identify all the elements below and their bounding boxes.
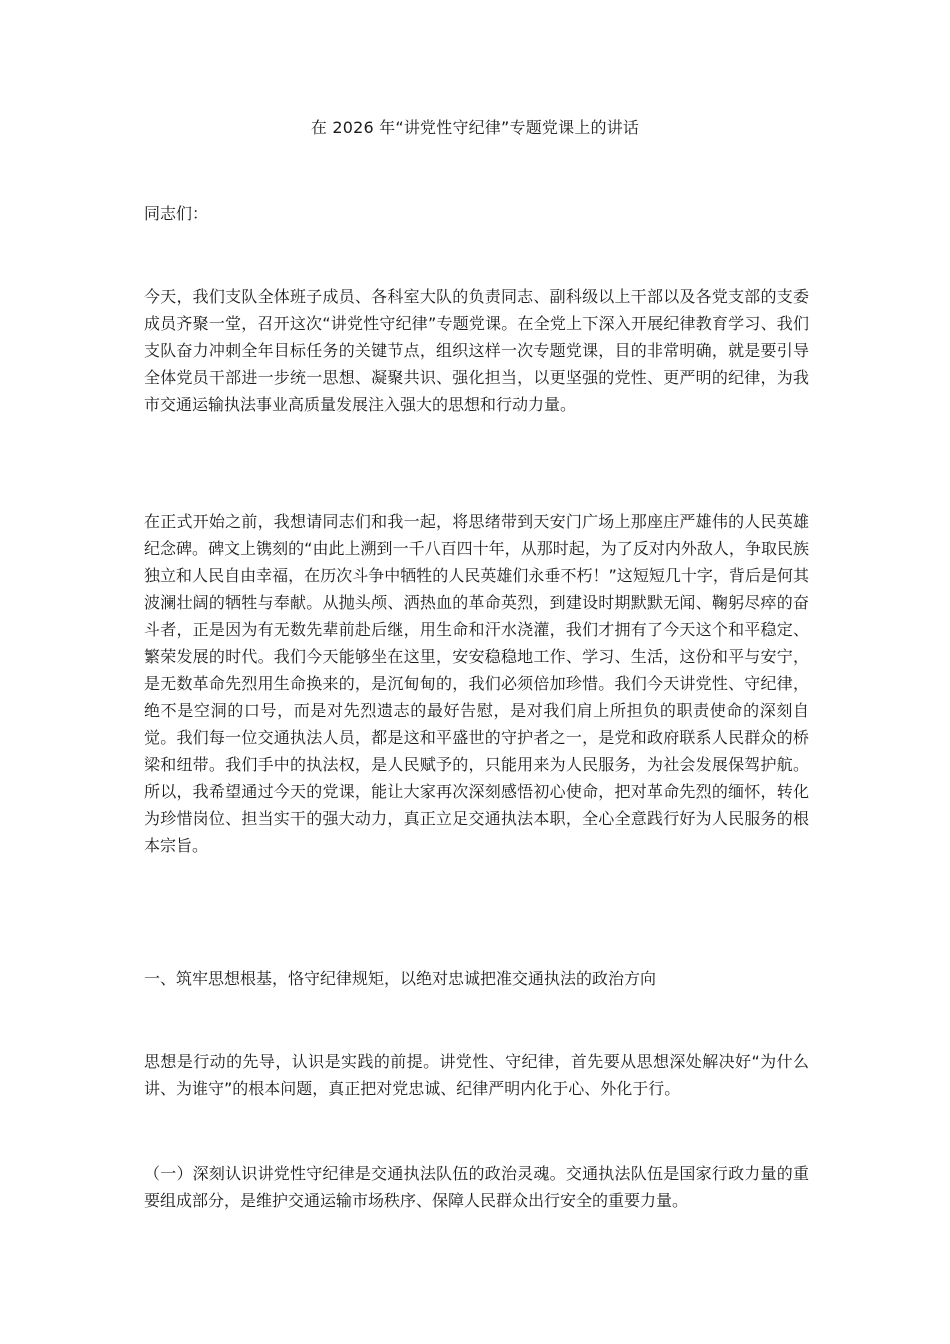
paragraph-section-intro: 思想是行动的先导，认识是实践的前提。讲党性、守纪律，首先要从思想深处解决好“为什么讲、为谁守”的根本问题，真正把对党忠诚、纪律严明内化于心、外化于行。 (144, 1052, 809, 1098)
paragraph-opening: 今天，我们支队全体班子成员、各科室大队的负责同志、副科级以上干部以及各党支部的支委成员齐聚一堂，召开这次“讲党性守纪律”专题党课。在全党上下深入开展纪律教育学习、我们支队奋力冲刺全年目标任务的关键节点，组织这样一次专题党课，目的非常明确，就是要引导全体党员干部进一步统一思想、凝聚共识、强化担当，以更坚强的党性、更严明的纪律，为我市交通运输执法事业高质量发展注入强大的思想和行动力量。 (144, 287, 809, 414)
document-title: 在 2026 年“讲党性守纪律”专题党课上的讲话 (310, 118, 640, 137)
salutation: 同志们： (144, 204, 209, 223)
paragraph-subsection-1: （一）深刻认识讲党性守纪律是交通执法队伍的政治灵魂。交通执法队伍是国家行政力量的重要组成部分，是维护交通运输市场秩序、保障人民群众出行安全的重要力量。 (144, 1164, 809, 1210)
section-heading-1: 一、筑牢思想根基，恪守纪律规矩，以绝对忠诚把准交通执法的政治方向 (144, 969, 657, 988)
paragraph-monument: 在正式开始之前，我想请同志们和我一起，将思绪带到天安门广场上那座庄严雄伟的人民英雄纪念碑。碑文上镌刻的“由此上溯到一千八百四十年，从那时起，为了反对内外敌人，争取民族独立和人民自由幸福，在历次斗争中牺牲的人民英雄们永垂不朽！”这短短几十字，背后是何其波澜壮阔的牺牲与奉献。从抛头颅、洒热血的革命英烈，到建设时期默默无闻、鞠躬尽瘁的奋斗者，正是因为有无数先辈前赴后继，用生命和汗水浇灌，我们才拥有了今天这个和平稳定、繁荣发展的时代。我们今天能够坐在这里，安安稳稳地工作、学习、生活，这份和平与安宁，是无数革命先烈用生命换来的，是沉甸甸的，我们必须倍加珍惜。我们今天讲党性、守纪律，绝不是空洞的口号，而是对先烈遗志的最好告慰，是对我们肩上所担负的职责使命的深刻自觉。我们每一位交通执法人员，都是这和平盛世的守护者之一，是党和政府联系人民群众的桥梁和纽带。我们手中的执法权，是人民赋予的，只能用来为人民服务，为社会发展保驾护航。所以，我希望通过今天的党课，能让大家再次深刻感悟初心使命，把对革命先烈的缅怀，转化为珍惜岗位、担当实干的强大动力，真正立足交通执法本职，全心全意践行好为人民服务的根本宗旨。 (144, 512, 809, 855)
